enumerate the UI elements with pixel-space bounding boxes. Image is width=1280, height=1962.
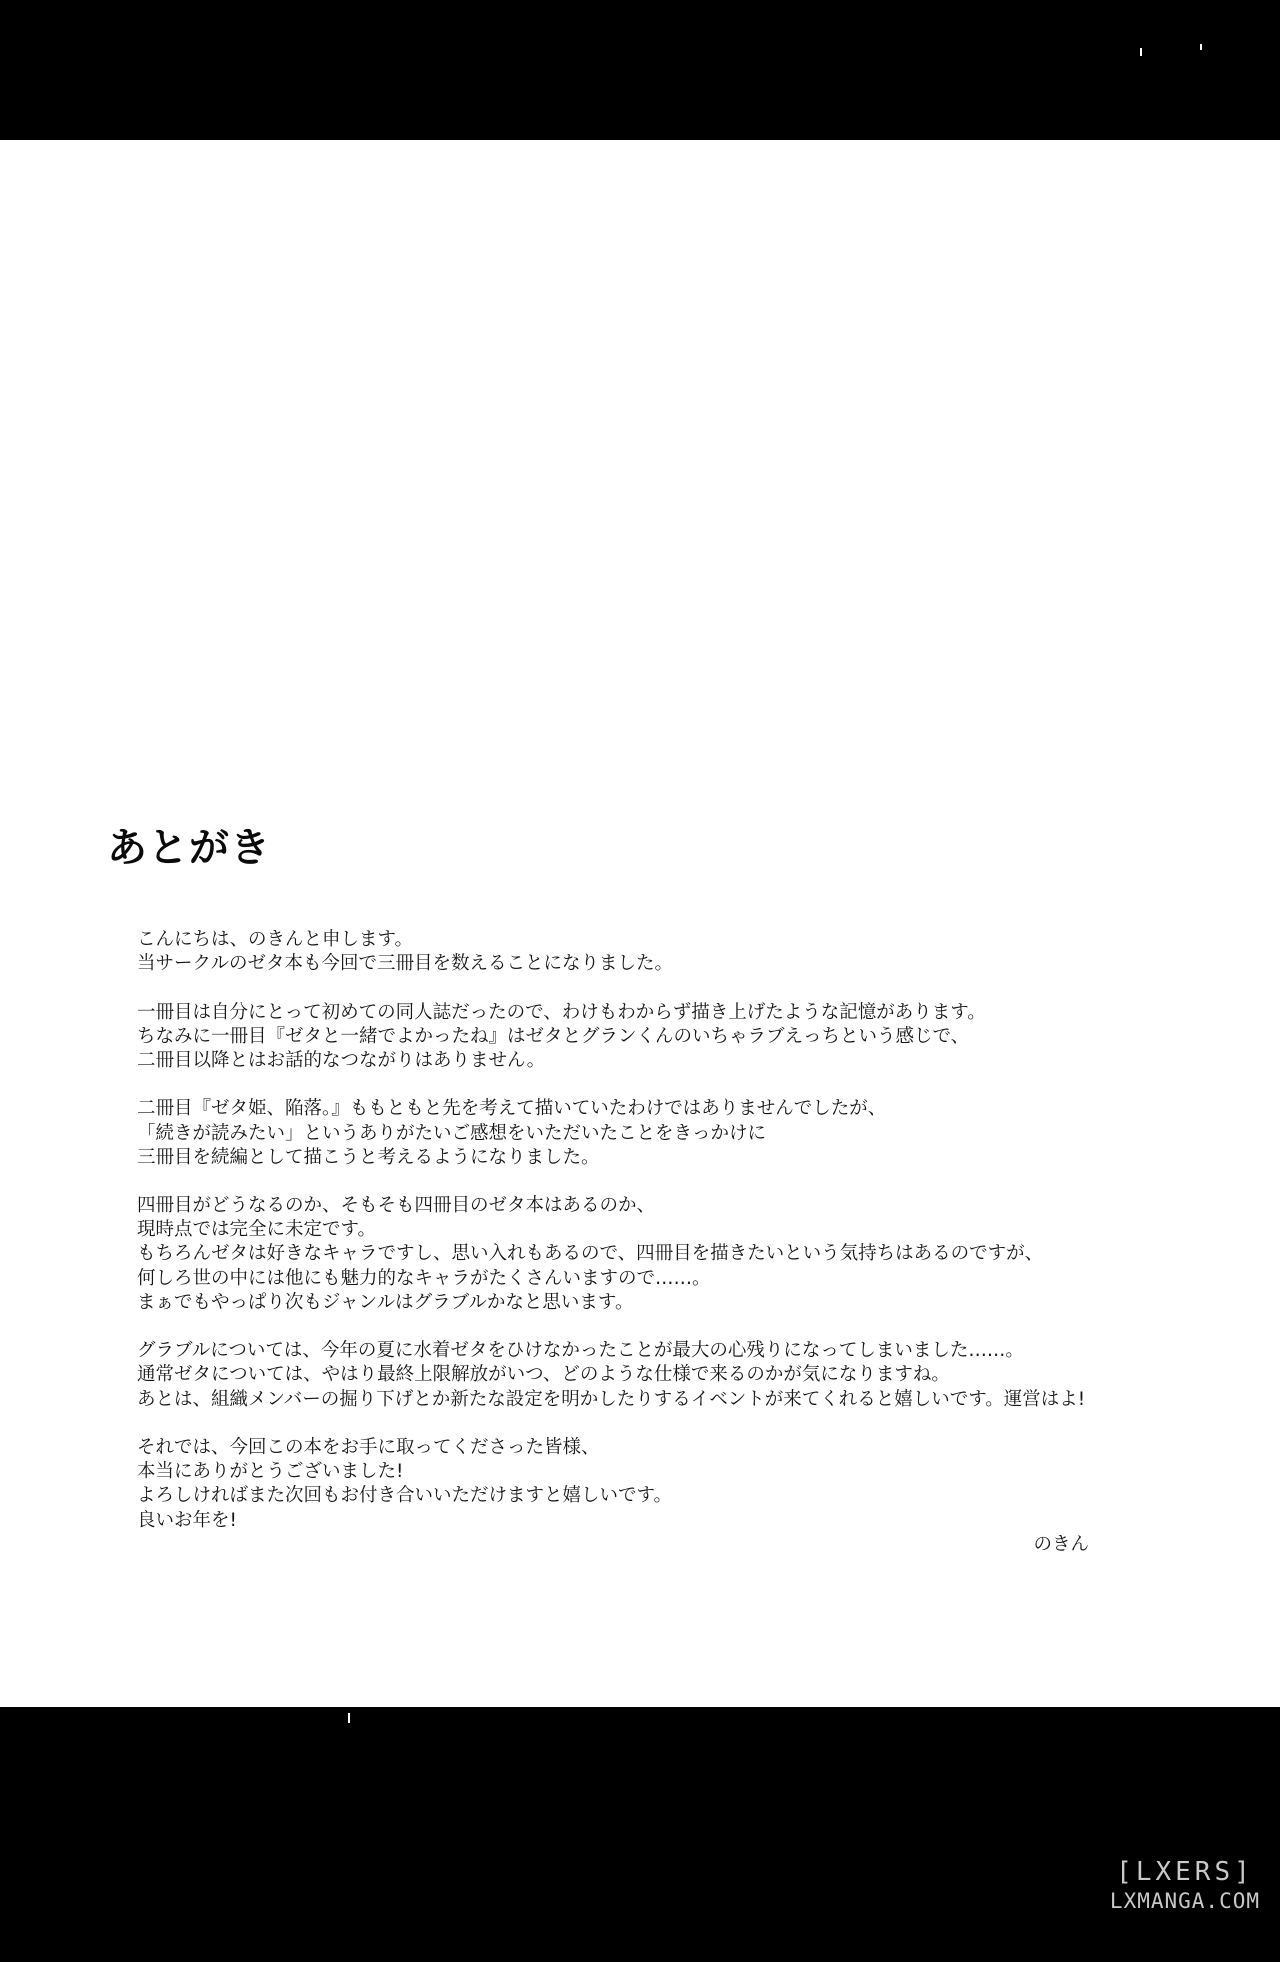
scan-speck bbox=[1200, 44, 1202, 50]
text-line: まぁでもやっぱり次もジャンルはグラブルかなと思います。 bbox=[137, 1291, 634, 1313]
text-line: こんにちは、のきんと申します。 bbox=[137, 929, 414, 950]
text-line: 当サークルのゼタ本も今回で三冊目を数えることになりました。 bbox=[137, 953, 673, 975]
text-line: それでは、今回この本をお手に取ってくださった皆様、 bbox=[137, 1436, 600, 1458]
paragraph-spacer bbox=[137, 1412, 1247, 1436]
text-line: 何しろ世の中には他にも魅力的なキャラがたくさんいますので……。 bbox=[137, 1267, 711, 1289]
bottom-black-band bbox=[0, 1707, 1280, 1962]
site-watermark bbox=[1110, 1856, 1260, 1914]
paragraph-spacer bbox=[137, 1170, 1247, 1194]
text-line: よろしければまた次回もお付き合いいただけますと嬉しいです。 bbox=[137, 1485, 673, 1507]
text-line: あとは、組織メンバーの掘り下げとか新たな設定を明かしたりするイベントが来てくれると嬉しいです。運営はよ! bbox=[137, 1388, 1086, 1410]
watermark-line: [LXERS] bbox=[1116, 1857, 1254, 1887]
text-line: 二冊目以降とはお話的なつながりはありません。 bbox=[137, 1049, 546, 1071]
text-line: もちろんゼタは好きなキャラですし、思い入れもあるので、四冊目を描きたいという気持ちはあるのですが、 bbox=[137, 1243, 1044, 1265]
paragraph-spacer bbox=[137, 1315, 1247, 1339]
paragraph bbox=[137, 1194, 1247, 1315]
scan-speck bbox=[348, 1713, 350, 1723]
text-line: 良いお年を! bbox=[137, 1509, 237, 1531]
text-line: 現時点では完全に未定です。 bbox=[137, 1219, 377, 1241]
paragraph-spacer bbox=[137, 976, 1247, 1000]
top-black-band bbox=[0, 0, 1280, 140]
paragraph bbox=[137, 928, 1247, 976]
paragraph bbox=[137, 1001, 1247, 1074]
paragraph bbox=[137, 1436, 1247, 1533]
text-line: 一冊目は自分にとって初めての同人誌だったので、わけもわからず描き上げたような記憶があります。 bbox=[137, 1001, 986, 1023]
scan-speck bbox=[1140, 48, 1142, 56]
text-line: ちなみに一冊目『ゼタと一緒でよかったね』はゼタとグランくんのいちゃラブえっちという感じで、 bbox=[137, 1025, 970, 1047]
text-line: 三冊目を続編として描こうと考えるようになりました。 bbox=[137, 1146, 600, 1168]
author-signature: のきん bbox=[1033, 1533, 1089, 1555]
text-line: 通常ゼタについては、やはり最終上限解放がいつ、どのような仕様で来るのかが気になりますね。 bbox=[137, 1364, 950, 1386]
paragraph bbox=[137, 1097, 1247, 1170]
paragraph bbox=[137, 1339, 1247, 1412]
text-line: 二冊目『ゼタ姫、陥落。』ももともと先を考えて描いていたわけではありませんでしたが、 bbox=[137, 1098, 887, 1120]
afterword-body bbox=[137, 928, 1247, 1557]
paragraph-spacer bbox=[137, 1073, 1247, 1097]
text-line: 本当にありがとうございました! bbox=[137, 1461, 404, 1483]
afterword-heading: あとがき bbox=[107, 825, 271, 871]
text-line: グラブルについては、今年の夏に水着ゼタをひけなかったことが最大の心残りになってしまいました……。 bbox=[137, 1340, 1024, 1362]
text-line: 「続きが読みたい」というありがたいご感想をいただいたことをきっかけに bbox=[137, 1122, 767, 1144]
text-line: 四冊目がどうなるのか、そもそも四冊目のゼタ本はあるのか、 bbox=[137, 1195, 656, 1217]
watermark-line: LXMANGA.COM bbox=[1109, 1889, 1260, 1913]
